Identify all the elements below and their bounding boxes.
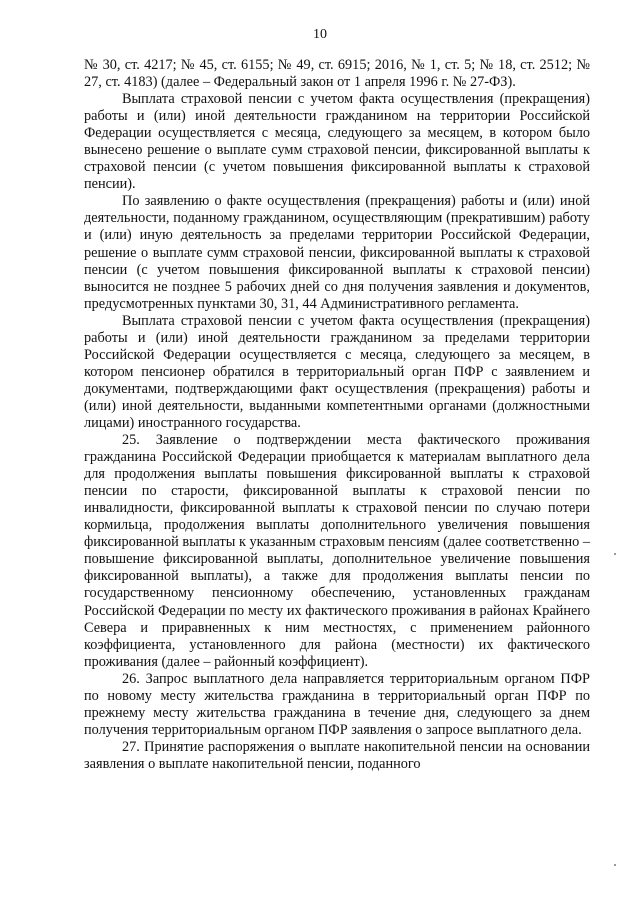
paragraph-law-reference-continuation: № 30, ст. 4217; № 45, ст. 6155; № 49, ст. 6915; 2016, № 1, ст. 5; № 18, ст. 2512; № 27, ст. 4183) (далее – Федеральный закон от 1 апреля 1996 г. № 27-ФЗ). bbox=[84, 57, 590, 91]
paragraph-item-25: 25. Заявление о подтверждении места фактического проживания гражданина Российской Федерации приобщается к материалам выплатного дела для продолжения выплаты повышения фиксированной выплаты к страховой пенсии по старости, фиксированной выплаты к страховой пенсии по инвалидности, фиксированной выплаты к страховой пенсии по случаю потери кормильца, продолжения выплаты дополнительного увеличения повышения фиксированной выплаты к указанным страховым пенсиям (далее соответственно – повышение фиксированной выплаты, дополнительное увеличение повышения фиксированной выплаты), а также для продолжения выплаты пенсии по государственному пенсионному обеспечению, установленных гражданам Российской Федерации по месту их фактического проживания в районах Крайнего Севера и приравненных к ним местностях, с применением районного коэффициента, установленного для района (местности) их фактического проживания (далее – районный коэффициент). bbox=[84, 432, 590, 670]
paragraph-item-26: 26. Запрос выплатного дела направляется территориальным органом ПФР по новому месту жительства гражданина в территориальный орган ПФР по прежнему месту жительства гражданина в течение дня, следующего за днем получения территориальным органом ПФР заявления о запросе выплатного дела. bbox=[84, 670, 590, 738]
paragraph-item-27: 27. Принятие распоряжения о выплате накопительной пенсии на основании заявления о выплате накопительной пенсии, поданного bbox=[84, 738, 590, 772]
scan-speck bbox=[614, 864, 616, 866]
scan-speck bbox=[614, 553, 616, 555]
page-number: 10 bbox=[313, 27, 327, 42]
paragraph-payment-abroad: Выплата страховой пенсии с учетом факта осуществления (прекращения) работы и (или) иной деятельности гражданином за пределами территории Российской Федерации осуществляется с месяца, следующего за месяцем, в котором пенсионер обратился в территориальный орган ПФР с заявлением и документами, подтверждающими факт осуществления (прекращения) работы и (или) иной деятельности, выданными компетентными органами (должностными лицами) иностранного государства. bbox=[84, 312, 590, 431]
paragraph-application-abroad: По заявлению о факте осуществления (прекращения) работы и (или) иной деятельности, поданному гражданином, осуществляющим (прекратившим) работу и (или) иную деятельность за пределами территории Российской Федерации, решение о выплате сумм страховой пенсии, фиксированной выплаты к страховой пенсии (с учетом повышения фиксированной выплаты к страховой пенсии) выносится не позднее 5 рабочих дней со дня получения заявления и документов, предусмотренных пунктами 30, 31, 44 Административного регламента. bbox=[84, 193, 590, 312]
document-body bbox=[84, 57, 590, 773]
paragraph-payment-within-russia: Выплата страховой пенсии с учетом факта осуществления (прекращения) работы и (или) иной деятельности гражданином на территории Российской Федерации осуществляется с месяца, следующего за месяцем, в котором было вынесено решение о выплате сумм страховой пенсии, фиксированной выплаты к страховой пенсии (с учетом повышения фиксированной выплаты к страховой пенсии). bbox=[84, 91, 590, 193]
